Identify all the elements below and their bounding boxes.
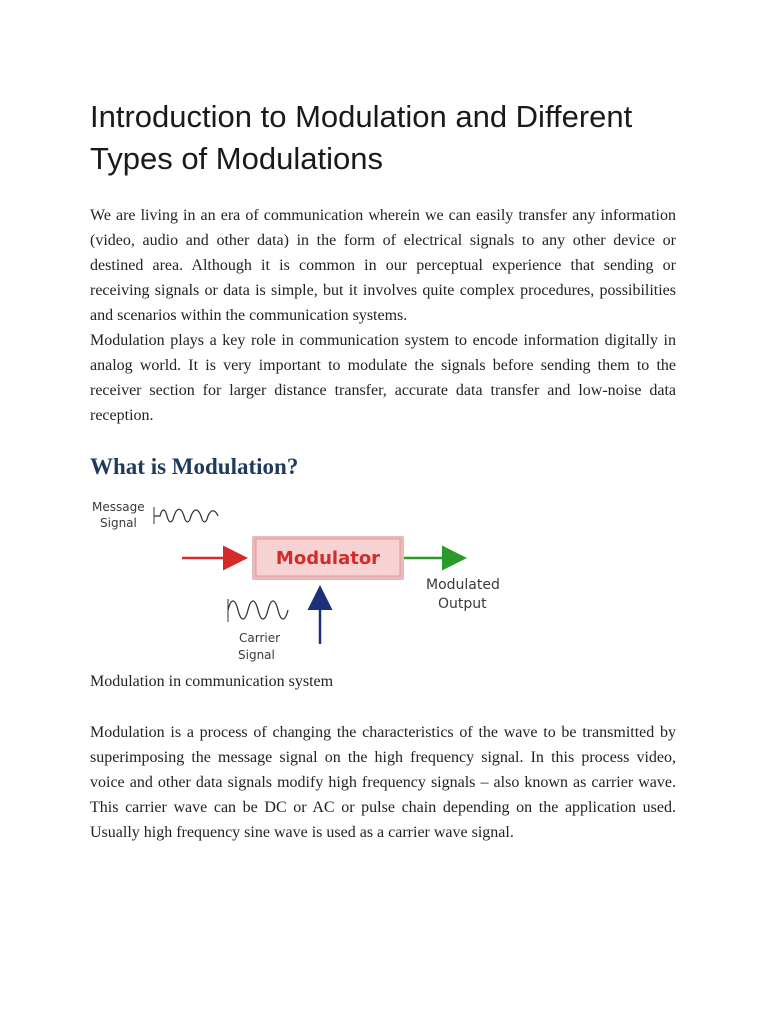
title-line-2: Types of Modulations xyxy=(90,141,383,176)
modulation-role-paragraph: Modulation plays a key role in communication system to encode information digitally in analog world. It is very important to modulate the signals before sending them to the receiver section for larger distance transfer, accurate data transfer and low-noise data reception. xyxy=(90,332,676,425)
intro-paragraph: We are living in an era of communication wherein we can easily transfer any information (video, audio and other data) in the form of electrical signals to any other device or destined area. Although it is common in our perceptual experience that sending or receiving signals or data is simple, but it involves quite complex procedures, possibilities and scenarios within the communication systems. xyxy=(90,207,676,325)
modulated-output-label-line2: Output xyxy=(438,596,487,612)
modulation-diagram xyxy=(90,494,510,666)
modulator-label: Modulator xyxy=(275,548,381,569)
message-waveform-icon xyxy=(154,507,218,524)
carrier-signal-label-line2: Signal xyxy=(238,648,275,662)
carrier-signal-label-line1: Carrier xyxy=(239,631,281,645)
message-signal-label-line1: Message xyxy=(92,500,145,514)
modulated-output-label-line1: Modulated xyxy=(426,577,500,593)
page-title xyxy=(90,96,690,180)
modulation-definition-paragraph: Modulation is a process of changing the characteristics of the wave to be transmitted by superimposing the message signal on the high frequency signal. In this process video, voice and other data signals modify high frequency signals – also known as carrier wave. This carrier wave can be DC or AC or pulse chain depending on the application used. Usually high frequency sine wave is used as a carrier wave signal. xyxy=(90,724,676,842)
message-signal-label-line2: Signal xyxy=(100,516,137,530)
section-heading: What is Modulation? xyxy=(90,454,299,479)
title-line-1: Introduction to Modulation and Different xyxy=(90,99,633,134)
carrier-waveform-icon xyxy=(228,599,288,622)
modulator-block xyxy=(252,536,404,580)
figure-caption: Modulation in communication system xyxy=(90,673,334,690)
